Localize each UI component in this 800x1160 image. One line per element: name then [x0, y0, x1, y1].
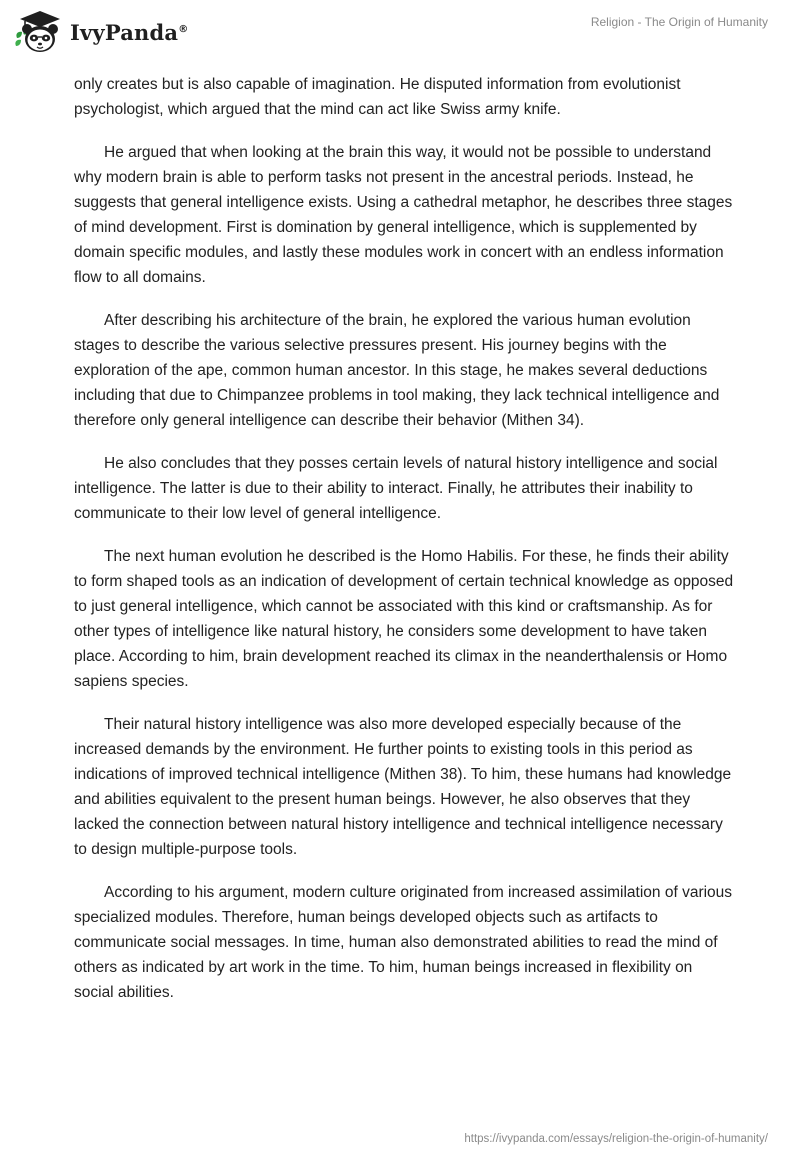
- paragraph-5: The next human evolution he described is the Homo Habilis. For these, he finds their ability to form shaped tools as an indication of development of certain technical knowledge as opposed to just general intelligence, which cannot be associated with this kind or craftsmanship. As for other types of intelligence like natural history, he considers some development to have taken place. According to him, brain development reached its climax in the neanderthalensis or Homo sapiens species.: [74, 548, 734, 690]
- paragraph-7: According to his argument, modern culture originated from increased assimilation of various specialized modules. Therefore, human beings developed objects such as artifacts to communicate social messages. In time, human also demonstrated abilities to read the mind of others as indicated by art work in the time. To him, human beings increased in flexibility on social abilities.: [74, 884, 733, 1001]
- paragraph-3: After describing his architecture of the brain, he explored the various human evolution stages to describe the various selective pressures present. His journey begins with the exploration of the ape, common human ancestor. In this stage, he makes several deductions including that due to Chimpanzee problems in tool making, they lack technical intelligence and therefore only general intelligence can describe their behavior (Mithen 34).: [74, 312, 720, 429]
- paragraph-4: He also concludes that they posses certain levels of natural history intelligence and social intelligence. The latter is due to their ability to interact. Finally, he attributes their inability to communicate to their low level of general intelligence.: [74, 455, 718, 522]
- paragraph-6: Their natural history intelligence was also more developed especially because of the increased demands by the environment. He further points to existing tools in this period as indications of improved technical intelligence (Mithen 38). To him, these humans had knowledge and abilities equivalent to the present human beings. However, he also observes that they lacked the connection between natural history intelligence and technical intelligence necessary to design multiple-purpose tools.: [74, 716, 732, 858]
- essay-body: [74, 72, 734, 1023]
- paragraph-1: only creates but is also capable of imagination. He disputed information from evolutionist psychologist, which argued that the mind can act like Swiss army knife.: [74, 76, 681, 118]
- paragraph-2: He argued that when looking at the brain this way, it would not be possible to understand why modern brain is able to perform tasks not present in the ancestral periods. Instead, he suggests that general intelligence exists. Using a cathedral metaphor, he describes three stages of mind development. First is domination by general intelligence, which is supplemented by domain specific modules, and lastly these modules work in concert with an endless information flow to all domains.: [74, 144, 733, 286]
- page-header: [0, 0, 800, 70]
- logo-wordmark: IvyPanda®: [70, 19, 189, 45]
- ivypanda-logo[interactable]: [14, 8, 188, 56]
- document-title: Religion - The Origin of Humanity: [590, 15, 768, 29]
- panda-graduate-icon: [14, 8, 66, 56]
- source-url-link[interactable]: https://ivypanda.com/essays/religion-the-origin-of-humanity/: [464, 1133, 768, 1145]
